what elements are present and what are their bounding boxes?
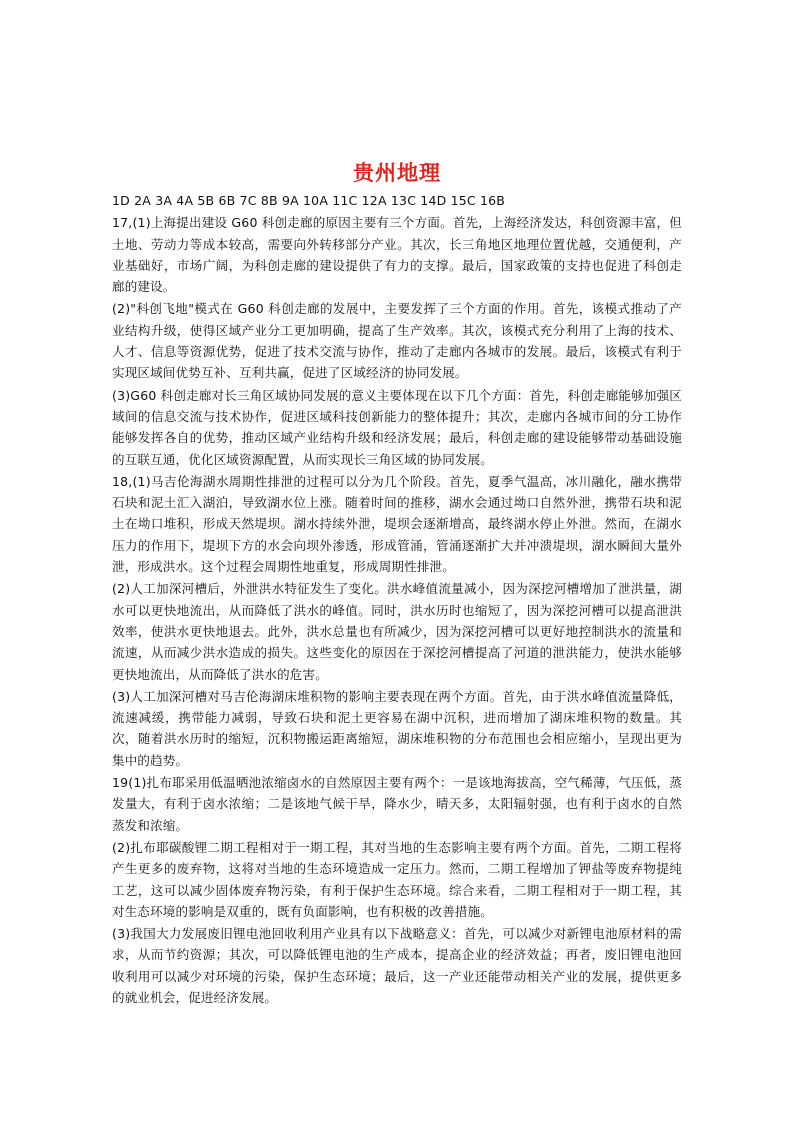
paragraph-17-2: (2)"科创飞地"模式在 G60 科创走廊的发展中，主要发挥了三个方面的作用。首先，该模式推动了产业结构升级，使得区域产业分工更加明确，提高了生产效率。其次，该模式充分利用了上海的技术、人才、信息等资源优势，促进了技术交流与协作，推动了走廊内各城市的发展。最后，该模式有利于实现区域间优势互补、互利共赢，促进了区域经济的协同发展。 <box>112 301 682 381</box>
paragraph-18-3: (3)人工加深河槽对马吉伦海湖床堆积物的影响主要表现在两个方面。首先，由于洪水峰值流量降低，流速减缓，携带能力减弱，导致石块和泥土更容易在湖中沉积，进而增加了湖床堆积物的数量。其次，随着洪水历时的缩短，沉积物搬运距离缩短，湖床堆积物的分布范围也会相应缩小，呈现出更为集中的趋势。 <box>112 688 682 768</box>
answer-key-line: 1D 2A 3A 4A 5B 6B 7C 8B 9A 10A 11C 12A 13C 14D 15C 16B <box>112 193 506 208</box>
paragraph-17-1: 17,(1)上海提出建设 G60 科创走廊的原因主要有三个方面。首先，上海经济发达，科创资源丰富，但土地、劳动力等成本较高，需要向外转移部分产业。其次，长三角地区地理位置优越，交通便利，产业基础好，市场广阔，为科创走廊的建设提供了有力的支撑。最后，国家政策的支持也促进了科创走廊的建设。 <box>112 215 682 295</box>
paragraph-19-1: 19(1)扎布耶采用低温晒池浓缩卤水的自然原因主要有两个：一是该地海拔高，空气稀薄，气压低，蒸发量大，有利于卤水浓缩；二是该地气候干旱，降水少，晴天多，太阳辐射强，也有利于卤水的自然蒸发和浓缩。 <box>112 775 682 833</box>
page-title: 贵州地理 <box>353 161 441 185</box>
paragraph-18-2: (2)人工加深河槽后，外泄洪水特征发生了变化。洪水峰值流量减小，因为深挖河槽增加了泄洪量，湖水可以更快地流出，从而降低了洪水的峰值。同时，洪水历时也缩短了，因为深挖河槽可以提高泄洪效率，使洪水更快地退去。此外，洪水总量也有所减少，因为深挖河槽可以更好地控制洪水的流量和流速，从而减少洪水造成的损失。这些变化的原因在于深挖河槽提高了河道的泄洪能力，使洪水能够更快地流出，从而降低了洪水的危害。 <box>112 581 682 682</box>
paragraph-17-3: (3)G60 科创走廊对长三角区域协同发展的意义主要体现在以下几个方面：首先，科创走廊能够加强区域间的信息交流与技术协作，促进区域科技创新能力的整体提升；其次，走廊内各城市间的分工协作能够发挥各自的优势，推动区域产业结构升级和经济发展；最后，科创走廊的建设能够带动基础设施的互联互通，优化区域资源配置，从而实现长三角区域的协同发展。 <box>112 387 682 467</box>
paragraph-19-3: (3)我国大力发展废旧锂电池回收利用产业具有以下战略意义：首先，可以减少对新锂电池原材料的需求，从而节约资源；其次，可以降低锂电池的生产成本，提高企业的经济效益；再者，废旧锂电池回收利用可以减少对环境的污染，保护生态环境；最后，这一产业还能带动相关产业的发展，提供更多的就业机会，促进经济发展。 <box>112 926 682 1005</box>
answer-content <box>112 190 682 1008</box>
paragraph-18-1: 18,(1)马吉伦海湖水周期性排泄的过程可以分为几个阶段。首先，夏季气温高，冰川融化，融水携带石块和泥土汇入湖泊，导致湖水位上涨。随着时间的推移，湖水会通过坳口自然外泄，携带石块和泥土在坳口堆积，形成天然堤坝。湖水持续外泄，堤坝会逐渐增高，最终湖水停止外泄。然而，在湖水压力的作用下，堤坝下方的水会向坝外渗透，形成管涌，管涌逐渐扩大并冲溃堤坝，湖水瞬间大量外泄，形成洪水。这个过程会周期性地重复，形成周期性排泄。 <box>112 473 682 575</box>
paragraph-19-2: (2)扎布耶碳酸锂二期工程相对于一期工程，其对当地的生态影响主要有两个方面。首先，二期工程将产生更多的废弃物，这将对当地的生态环境造成一定压力。然而，二期工程增加了钾盐等废弃物提纯工艺，这可以减少固体废弃物污染，有利于保护生态环境。综合来看，二期工程相对于一期工程，其对生态环境的影响是双重的，既有负面影响，也有积极的改善措施。 <box>112 839 682 919</box>
